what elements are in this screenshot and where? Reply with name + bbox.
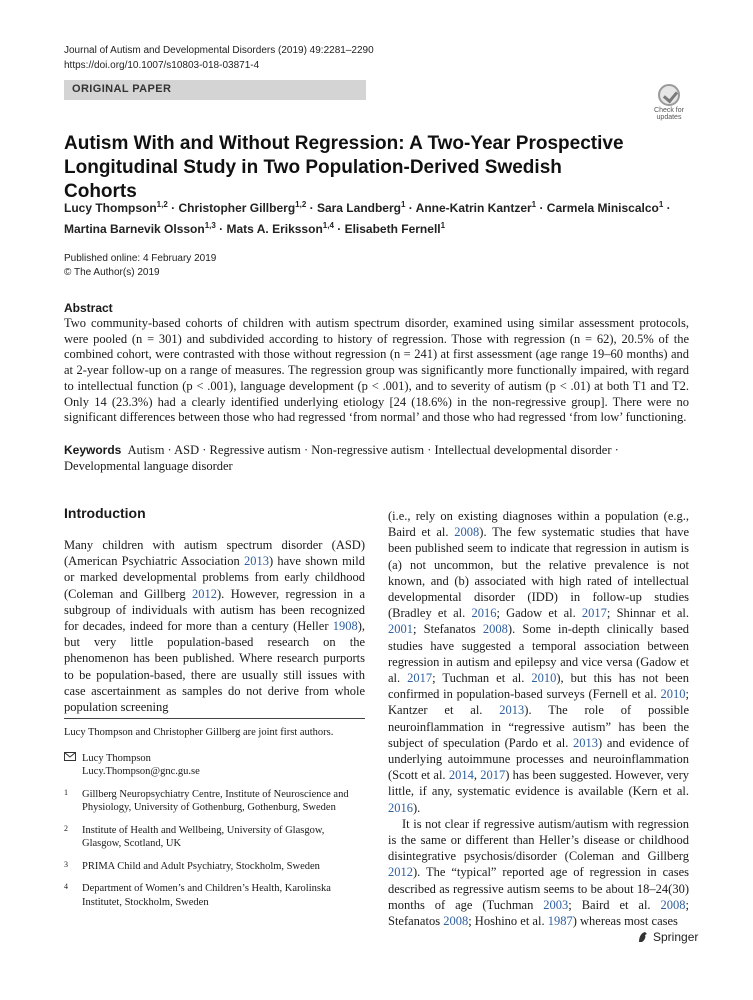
author-name: Martina Barnevik Olsson xyxy=(64,222,205,236)
abstract-section xyxy=(64,300,689,426)
citation-link[interactable]: 2010 xyxy=(531,671,557,686)
author-name: Lucy Thompson xyxy=(64,201,157,215)
author-name: Anne-Katrin Kantzer xyxy=(415,201,532,215)
affiliation-number: 4 xyxy=(64,882,68,891)
footnotes xyxy=(64,718,365,909)
citation-link[interactable]: 2008 xyxy=(443,914,469,929)
intro-paragraph-2: It is not clear if regressive autism/autism with regression is the same or different than Heller’s disease or childhood disintegrative psychosis/disorder (Coleman and Gillberg 2012). The “typical” reported age of regression in cases described as regressive autism seems to be about 18–24(30) months of age (Tuchman 2003; Baird et al. 2008; Stefanatos 2008; Hoshino et al. 1987) whereas most cases xyxy=(388,816,689,929)
publication-info xyxy=(64,252,216,280)
check-icon xyxy=(658,84,680,106)
springer-horse-icon xyxy=(636,930,650,944)
citation-link[interactable]: 2012 xyxy=(192,586,217,601)
affiliation-text: Gillberg Neuropsychiatry Centre, Institute of Neuroscience and Physiology, University of Gothenburg, Gothenburg, Sweden xyxy=(82,788,349,813)
right-column xyxy=(388,508,689,929)
affiliation-item xyxy=(64,788,365,815)
author-name: Mats A. Eriksson xyxy=(226,222,323,236)
published-date: Published online: 4 February 2019 xyxy=(64,253,217,264)
check-for-updates-badge[interactable] xyxy=(650,84,688,120)
abstract-heading: Abstract xyxy=(64,301,113,315)
abstract-text: Two community-based cohorts of children with autism spectrum disorder, examined using similar assessment protocols, were pooled (n = 301) and subdivided according to history of regression. Those with regression (n = 62), 20.5% of the combined cohort, were contrasted with those without regression (n = 241) at first assessment (age range 19–60 months) and at 2-year follow-up on a range of measures. The regression group was significantly more functionally impaired, with regard to intellectual function (p < .001), language development (p < .001), and to severity of autism (p < .01) at both T1 and T2. Only 14 (23.3%) had a clearly identified underlying etiology [24 (18.6%) in the non-regressive group]. There were no significant differences between those who had regressed ‘from normal’ and those who had regressed ‘from low’ functioning. xyxy=(64,316,689,425)
citation-link[interactable]: 1908 xyxy=(332,619,358,634)
affiliation-number: 1 xyxy=(64,787,68,797)
affiliation-number: 2 xyxy=(64,823,68,833)
citation-link[interactable]: 1987 xyxy=(547,914,573,929)
citation-link[interactable]: 2013 xyxy=(499,703,525,718)
corresponding-author xyxy=(64,752,365,779)
author-name: Elisabeth Fernell xyxy=(344,222,441,236)
author-affiliation: 1 xyxy=(440,221,446,230)
citation-link[interactable]: 2017 xyxy=(581,606,607,621)
citation-link[interactable]: 2003 xyxy=(543,897,569,912)
springer-logo xyxy=(636,930,698,944)
contact-name: Lucy Thompson xyxy=(82,752,151,764)
affiliation-number: 3 xyxy=(64,859,68,869)
citation-link[interactable]: 2016 xyxy=(471,606,497,621)
citation-link[interactable]: 2008 xyxy=(660,897,686,912)
article-title: Autism With and Without Regression: A Two-Year Prospective Longitudinal Study in Two Population-Derived Swedish Cohorts xyxy=(64,133,624,202)
affiliation-text: Department of Women’s and Children’s Health, Karolinska Institutet, Stockholm, Sweden xyxy=(82,883,331,908)
author-affiliation: 1 xyxy=(531,200,537,209)
contact-email[interactable]: Lucy.Thompson@gnc.gu.se xyxy=(82,766,200,777)
keywords-text: Autism · ASD · Regressive autism · Non-regressive autism · Intellectual developmental disorder · Developmental language disorder xyxy=(64,443,619,473)
citation-link[interactable]: 2013 xyxy=(573,735,599,750)
introduction-heading: Introduction xyxy=(64,505,146,521)
doi-link[interactable]: https://doi.org/10.1007/s10803-018-03871-4 xyxy=(64,60,260,71)
copyright: © The Author(s) 2019 xyxy=(64,267,160,278)
journal-header xyxy=(64,43,374,73)
keywords-label: Keywords xyxy=(64,443,122,457)
citation-link[interactable]: 2017 xyxy=(407,671,433,686)
author-name: Carmela Miniscalco xyxy=(546,201,659,215)
citation-link[interactable]: 2010 xyxy=(660,687,686,702)
author-name: Sara Landberg xyxy=(316,201,401,215)
author-affiliation: 1,4 xyxy=(322,221,334,230)
article-type-bar: ORIGINAL PAPER xyxy=(64,80,366,100)
citation-link[interactable]: 2008 xyxy=(482,622,508,637)
affiliation-text: Institute of Health and Wellbeing, University of Glasgow, Glasgow, Scotland, UK xyxy=(82,824,325,849)
citation-link[interactable]: 2016 xyxy=(388,800,413,815)
citation-link[interactable]: 2012 xyxy=(388,865,413,880)
affiliation-item xyxy=(64,824,365,851)
author-affiliation: 1 xyxy=(658,200,664,209)
email-icon xyxy=(64,752,82,779)
keywords-section xyxy=(64,442,689,474)
affiliation-text: PRIMA Child and Adult Psychiatry, Stockholm, Sweden xyxy=(82,860,320,872)
citation-link[interactable]: 2013 xyxy=(244,554,269,569)
joint-authors-note: Lucy Thompson and Christopher Gillberg are joint first authors. xyxy=(64,727,334,738)
author-affiliation: 1,2 xyxy=(156,200,168,209)
citation-link[interactable]: 2014 xyxy=(448,768,474,783)
citation-link[interactable]: 2008 xyxy=(454,525,480,540)
check-updates-label: Check for updates xyxy=(654,107,684,121)
intro-paragraph-1-continued: (i.e., rely on existing diagnoses within a population (e.g., Baird et al. 2008). The few systematic studies that have been published seem to indicate that regression in autism is (a) not uncommon, but the relative prevalence is not known, and (b) associated with high rated of intellectual developmental disorder (IDD) in follow-up studies (Bradley et al. 2016; Gadow et al. 2017; Shinnar et al. 2001; Stefanatos 2008). Some in-depth clinically based studies have suggested a temporal association between regression in autism and epilepsy and vice versa (Gadow et al. 2017; Tuchman et al. 2010), but this has not been confirmed in population-based surveys (Fernell et al. 2010; Kantzer et al. 2013). The role of possible neuroinflammation in “regressive autism” has been the subject of speculation (Pardo et al. 2013) and evidence of underlying autoimmune processes and neuroinflammation (Scott et al. 2014, 2017) has been suggested. However, very little, if any, systematic evidence is available (Kern et al. 2016). xyxy=(388,509,690,815)
journal-citation: Journal of Autism and Developmental Disorders (2019) 49:2281–2290 xyxy=(64,45,374,56)
author-list: Lucy Thompson$^{1,2}$ · Christopher Gillberg$^{1,2}$ · Sara Landberg$^1$ · Anne-Katrin Kantzer$^1$ · Carmela Miniscalco$^1$ · Martina Barnevik Olsson$^{1,3}$ · Mats A. Eriksson$^{1,4}$ · Elisabeth Fernell$^1$ xyxy=(64,200,671,236)
affiliation-item xyxy=(64,882,365,909)
author-affiliation: 1,2 xyxy=(295,200,307,209)
citation-link[interactable]: 2017 xyxy=(480,768,506,783)
citation-link[interactable]: 2001 xyxy=(388,622,413,637)
publisher-name: Springer xyxy=(653,930,699,944)
intro-paragraph-1: Many children with autism spectrum disorder (ASD) (American Psychiatric Association 2013) have shown mild or marked developmental problems from early childhood (Coleman and Gillberg 2012). However, regression in a subgroup of individuals with autism has been recognized for decades, indeed for more than a century (Heller 1908), but very little population-based research on the phenomenon has been published. Where research purports to be population-based, there are usually still issues with case ascertainment as samples do not derive from whole population screening xyxy=(64,538,365,715)
affiliation-list xyxy=(64,788,365,910)
author-name: Christopher Gillberg xyxy=(178,201,296,215)
author-affiliation: 1,3 xyxy=(204,221,216,230)
author-affiliation: 1 xyxy=(400,200,406,209)
affiliation-item xyxy=(64,860,365,874)
left-column xyxy=(64,503,365,715)
